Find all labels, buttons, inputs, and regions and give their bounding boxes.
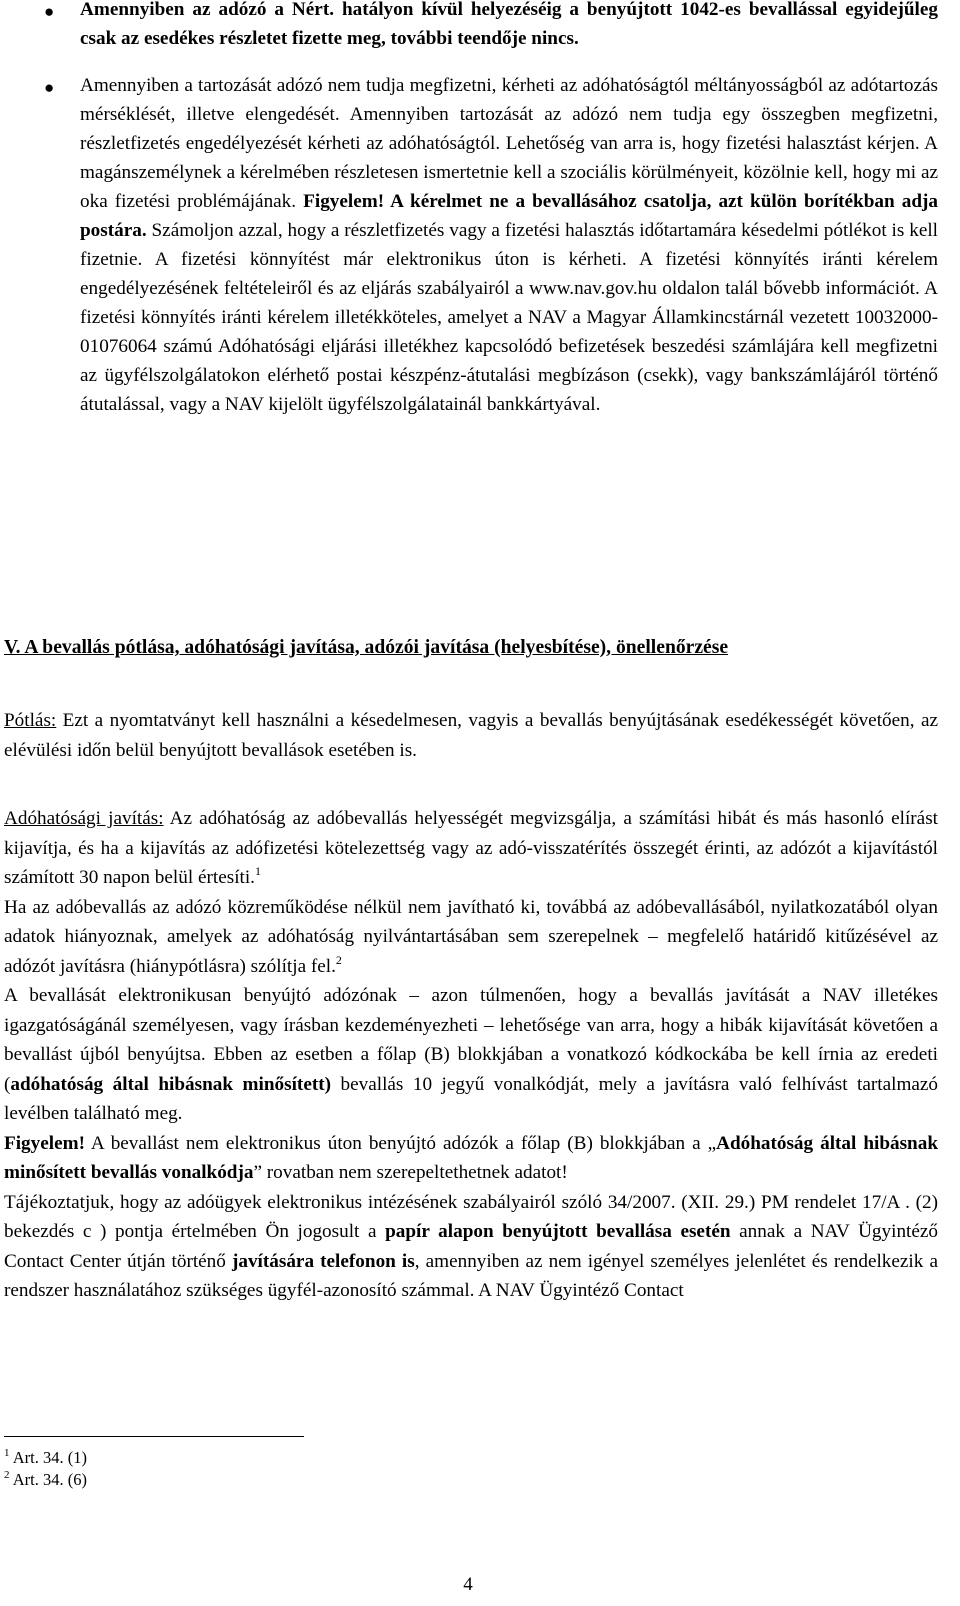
javitas-text-4-end: ” rovatban nem szerepeltethetnek adatot! [253,1162,568,1183]
javitas-text-3-end: bevallás 10 jegyű vonalkódját, mely a javításra való felhívást tartalmazó levélben található meg. [4,1073,939,1124]
paragraph-adohatosagi-javitas [4,804,938,1306]
javitas-text-3: A bevallását elektronikusan benyújtó adózónak – azon túlmenően, hogy a bevallás javítását a NAV illetékes igazgatóságánál személyesen, vagy írásban kezdeményezheti – lehetősége van arra, hogy a hibák kijavítását követően a bevallást újból benyújtsa. Ebben az esetben a főlap (B) blokkjában a vonatkozó kódkockába be kell írnia az eredeti ( [4,985,938,1095]
footnote-2 [4,1469,87,1491]
bullet-item-1 [0,0,960,53]
figyelem-warning: Figyelem! A kérelmet ne a bevallásához csatolja, azt külön borítékban adja postára. [80,191,938,241]
javitas-text-5-end: , amennyiben az nem igényel személyes jelenlétet és rendelkezik a rendszer használatához szükséges ügyfél-azonosító számmal. A NAV Ügyintéző Contact [4,1250,938,1301]
potlas-text: Ezt a nyomtatványt kell használni a késedelmesen, vagyis a bevallás benyújtásának esedékességét követően, az elévülési időn belül benyújtott bevallások esetében is. [4,710,938,761]
footnote-text: Art. 34. (1) [9,1448,87,1467]
footnote-number: 1 [4,1447,10,1459]
javitas-text-5-mid: annak a NAV Ügyintéző Contact Center útján történő [4,1221,938,1272]
javitas-text-3-bold: adóhatóság által hibásnak minősített) [10,1073,332,1095]
bullet-text-1: Amennyiben az adózó a Nért. hatályon kívül helyezéséig a benyújtott 1042-es bevallással egyidejűleg csak az esedékes részletet fizette meg, további teendője nincs. [80,0,938,49]
figyelem-label: Figyelem! [4,1132,85,1154]
bullet-text-2b: Számoljon azzal, hogy a részletfizetés vagy a fizetési halasztás időtartamára késedelmi pótlékot is kell fizetnie. A fizetési könnyítést már elektronikus úton is kérheti. A fizetési könnyítés iránti kérelem engedélyezésének feltételeiről és az eljárás szabályairól a www.nav.gov.hu oldalon talál bővebb információt. A fizetési könnyítés iránti kérelem illetékköteles, amelyet a NAV a Magyar Államkincstárnál vezetett 10032000-01076064 számú Adóhatósági eljárási illetékhez kapcsolódó befizetések beszedési számlájára kell megfizetni az ügyfélszolgálatokon elérhető postai készpénz-átutalási megbízáson (csekk), vagy bankszámlájáról történő átutalással, vagy a NAV kijelölt ügyfélszolgálatainál bankkártyával. [80,220,938,415]
javitas-text-1: Az adóhatóság az adóbevallás helyességét megvizsgálja, a számítási hibát és más hasonló elírást kijavítja, és ha a kijavítás az adófizetési kötelezettség vagy az adó-visszatérítés összegét érinti, az adózót a kijavítástól számított 30 napon belül értesíti. [4,808,938,888]
section-heading: V. A bevallás pótlása, adóhatósági javítása, adózói javítása (helyesbítése), önellenőrzése [4,637,729,658]
footnote-text: Art. 34. (6) [9,1470,87,1489]
footnote-number: 2 [4,1469,10,1481]
footnote-ref-2: 2 [335,952,342,967]
bullet-item-2 [0,71,960,419]
javitas-text-4: A bevallást nem elektronikus úton benyújtó adózók a főlap (B) blokkjában a „ [84,1132,717,1154]
paragraph-potlas [4,706,938,766]
javitas-text-4-bold: Adóhatóság által hibásnak minősített bevallás vonalkódja [4,1132,938,1183]
footnotes [4,1447,87,1491]
javitas-text-5-bold-b: javítására telefonon is [231,1250,415,1272]
javitas-label: Adóhatósági javítás: [4,808,164,829]
footnote-divider [4,1436,304,1437]
page-number: 4 [463,1574,473,1595]
bullet-dot-icon: ● [44,2,55,21]
javitas-text-5-bold-a: papír alapon benyújtott bevallása esetén [385,1221,731,1242]
bullet-text-2a: Amennyiben a tartozását adózó nem tudja megfizetni, kérheti az adóhatóságtól méltányosságból az adótartozás mérséklését, illetve elengedését. Amennyiben tartozását az adózó nem tudja egy összegben megfizetni, részletfizetés engedélyezését kérheti az adóhatóságtól. Lehetőség van arra is, hogy fizetési halasztást kérjen. A magánszemélynek a kérelmében részletesen ismertetnie kell a szociális körülményeit, közölnie kell, hogy mi az oka fizetési problémájának. [80,75,938,212]
javitas-text-5: Tájékoztatjuk, hogy az adóügyek elektronikus intézésének szabályairól szóló 34/2007. (XII. 29.) PM rendelet 17/A . (2) bekezdés c ) pontja értelmében Ön jogosult a [4,1191,938,1242]
potlas-label: Pótlás: [4,710,57,731]
javitas-text-2: Ha az adóbevallás az adózó közreműködése nélkül nem javítható ki, továbbá az adóbevallásából, nyilatkozatából olyan adatok hiányoznak, amelyek az adóhatóság nyilvántartásában sem szerepelnek – megfelelő határidő kitűzésével az adózót javításra (hiánypótlásra) szólítja fel. [4,896,938,977]
bullet-dot-icon: ● [44,78,55,97]
footnote-ref-1: 1 [254,864,261,878]
bullet-list [0,0,960,419]
footnote-1 [4,1447,87,1469]
